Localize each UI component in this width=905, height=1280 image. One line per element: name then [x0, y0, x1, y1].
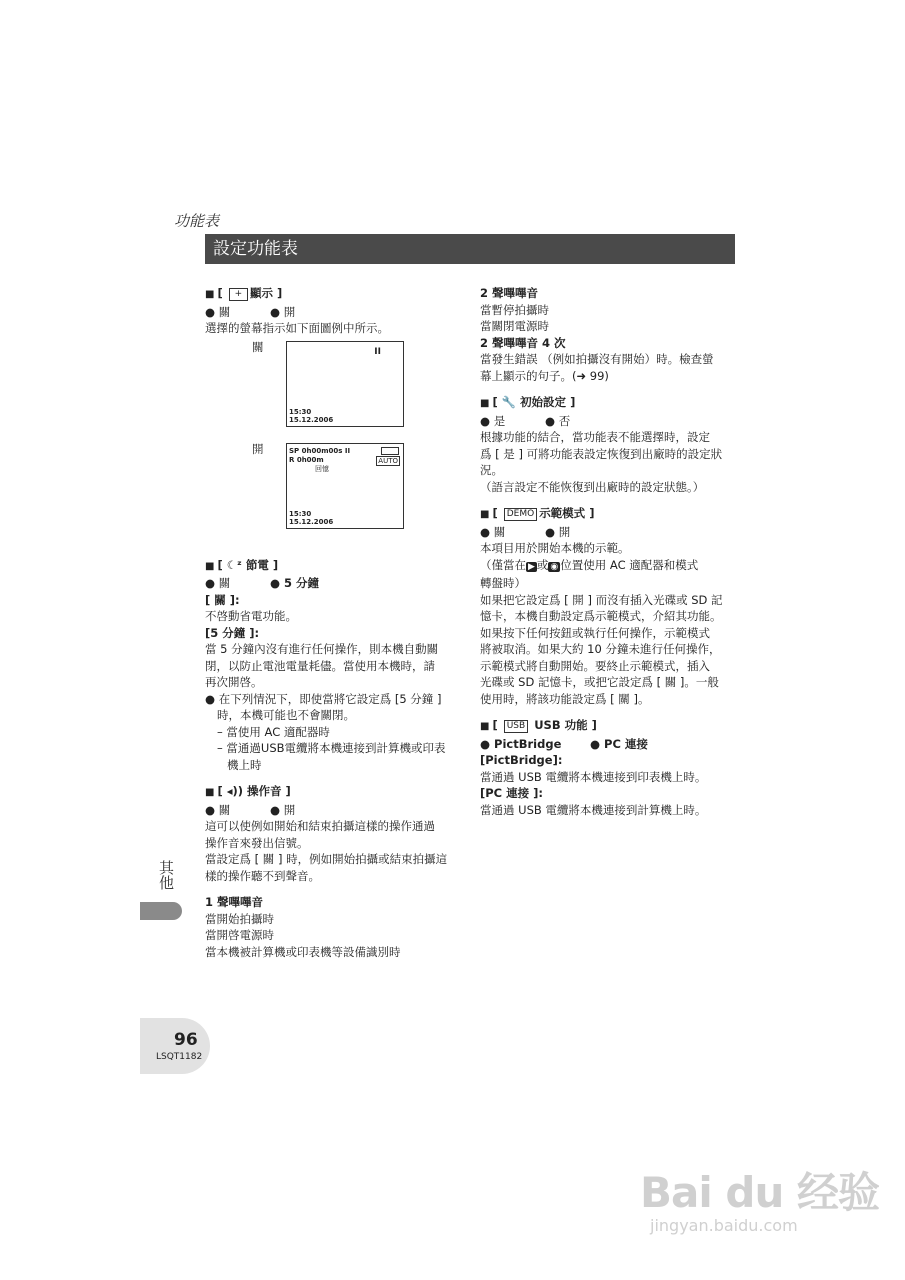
power-note: ● 在下列情況下，即使當將它設定爲 [5 分鐘 ]: [205, 691, 442, 706]
doc-code: LSQT1182: [156, 1052, 203, 1062]
screen-mode: 回憶: [315, 464, 329, 473]
demo-desc: 示範模式將自動開始。要終止示範模式，插入: [480, 658, 710, 673]
watermark-url: jingyan.baidu.com: [650, 1216, 798, 1235]
page-title: 設定功能表: [205, 234, 735, 264]
screen-remaining: R 0h00m: [289, 455, 324, 464]
beep1-item: 當開始拍攝時: [205, 911, 274, 926]
beep4-item: 當發生錯誤 （例如拍攝沒有開始）時。檢查螢: [480, 352, 714, 366]
page-number: 96: [174, 1030, 198, 1050]
pictbridge-desc: 當通過 USB 電纜將本機連接到印表機上時。: [480, 769, 707, 784]
sound-options: ● 關 ● 開: [205, 802, 296, 817]
section-label: 功能表: [174, 212, 220, 230]
display-options: ● 關 ● 開: [205, 304, 296, 319]
beep1-item: 當開啓電源時: [205, 928, 274, 942]
beep2-title: 2 聲嗶嗶音: [480, 286, 539, 300]
left-column: [205, 285, 460, 960]
demo-desc: 將被取消。如果大約 10 分鐘未進行任何操作，: [480, 642, 721, 656]
demo-desc: 本項目用於開始本機的示範。: [480, 541, 630, 555]
beep4-item: 幕上顯示的句子。(➜ 99): [480, 368, 609, 383]
beep2-item: 當關閉電源時: [480, 319, 549, 333]
sound-heading: ■ [ ◂)) 操作音 ]: [205, 784, 291, 798]
screen-off-example: [286, 341, 404, 427]
init-desc: 根據功能的結合，當功能表不能選擇時，設定: [480, 430, 710, 444]
screen-on-example: [286, 443, 404, 529]
power-off-label: [ 關 ]:: [205, 592, 240, 607]
demo-desc: 光碟或 SD 記憶卡，或把它設定爲 [ 關 ]。一般: [480, 675, 719, 689]
auto-badge: AUTO: [378, 456, 398, 465]
sound-desc: 操作音來發出信號。: [205, 835, 309, 850]
watermark-brand: Bai du 经验: [640, 1168, 879, 1217]
screen-time: 15:30: [289, 509, 312, 518]
power-note: 時，本機可能也不會關閉。: [217, 708, 355, 722]
init-desc: （語言設定不能恢復到出廠時的設定狀態。）: [480, 479, 705, 494]
sound-desc: 當設定爲 [ 關 ] 時，例如開始拍攝或結束拍攝這: [205, 852, 448, 866]
demo-desc: 轉盤時）: [480, 576, 526, 590]
beep2-item: 當暫停拍攝時: [480, 302, 549, 317]
power-note-item: 機上時: [227, 757, 262, 772]
init-desc: 爲 [ 是 ] 可將功能表設定恢復到出廠時的設定狀: [480, 446, 723, 461]
demo-desc: （僅當在 ▶ 或 ◉ 位置使用 AC 適配器和模式: [480, 557, 699, 572]
screen-status-row: SP 0h00m00s II: [289, 446, 351, 455]
demo-desc: 憶卡，本機自動設定爲示範模式，介紹其功能。: [480, 609, 722, 623]
init-options: ● 是 ● 否: [480, 413, 571, 428]
power-heading: ■ [ ☾ᶻ 節電 ]: [205, 557, 279, 572]
pause-icon: II: [374, 346, 381, 357]
power-off-desc: 不啓動省電功能。: [205, 609, 297, 623]
camera-icon: ◉: [550, 561, 559, 572]
power-save-icon: ☾ᶻ: [226, 557, 242, 572]
usb-heading: ■ [ USB USB 功能 ]: [480, 718, 597, 732]
demo-options: ● 關 ● 開: [480, 524, 571, 539]
wrench-icon: 🔧: [501, 395, 517, 409]
usb-icon: USB: [504, 720, 528, 733]
sound-desc: 這可以使例如開始和結束拍攝這樣的操作通過: [205, 819, 435, 833]
power-five-desc: 當 5 分鐘內沒有進行任何操作，則本機自動關: [205, 642, 439, 656]
power-five-label: [5 分鐘 ]:: [205, 625, 260, 640]
video-camera-icon: ▶: [528, 561, 535, 572]
init-desc: 況。: [480, 463, 503, 477]
power-note-item: – 當使用 AC 適配器時: [217, 724, 330, 739]
demo-desc: 使用時，將該功能設定爲 [ 關 ]。: [480, 691, 650, 706]
pictbridge-label: [PictBridge]:: [480, 753, 563, 767]
battery-icon: [381, 447, 399, 455]
label-on: 開: [252, 441, 264, 456]
pc-connect-desc: 當通過 USB 電纜將本機連接到計算機上時。: [480, 802, 707, 817]
display-desc: 選擇的螢幕指示如下面圖例中所示。: [205, 321, 389, 335]
display-icon: +: [229, 288, 248, 301]
power-options: ● 關 ● 5 分鐘: [205, 576, 320, 590]
usb-options: ● PictBridge ● PC 連接: [480, 736, 648, 751]
beep4-title: 2 聲嗶嗶音 4 次: [480, 335, 566, 350]
power-note-item: – 當通過USB電纜將本機連接到計算機或印表: [217, 741, 446, 755]
side-tab: [140, 860, 182, 920]
demo-heading: ■ [ DEMO 示範模式 ]: [480, 506, 595, 520]
watermark: [640, 1160, 879, 1235]
label-off: 關: [252, 339, 264, 354]
demo-icon: DEMO: [504, 508, 537, 521]
sound-desc: 樣的操作聽不到聲音。: [205, 868, 320, 883]
speaker-icon: ◂)): [226, 784, 244, 798]
demo-desc: 如果按下任何按鈕或執行任何操作，示範模式: [480, 625, 710, 640]
page-number-tab: [140, 1018, 210, 1074]
beep1-title: 1 聲嗶嗶音: [205, 895, 264, 909]
screen-date: 15.12.2006: [289, 517, 334, 526]
init-heading: ■ [ 🔧 初始設定 ]: [480, 395, 576, 409]
beep1-item: 當本機被計算機或印表機等設備識別時: [205, 944, 401, 959]
pc-connect-label: [PC 連接 ]:: [480, 786, 543, 800]
side-tab-marker: [140, 902, 182, 920]
power-five-desc: 再次開啓。: [205, 675, 263, 689]
display-heading: ■ [ + 顯示 ]: [205, 286, 283, 300]
demo-desc: 如果把它設定爲 [ 開 ] 而沒有插入光碟或 SD 記: [480, 592, 723, 607]
power-five-desc: 閉，以防止電池電量耗儘。當使用本機時，請: [205, 658, 435, 673]
screen-date: 15.12.2006: [289, 415, 334, 424]
side-tab-label: 其他: [157, 860, 175, 890]
screen-time: 15:30: [289, 407, 312, 416]
right-column: [480, 285, 735, 818]
